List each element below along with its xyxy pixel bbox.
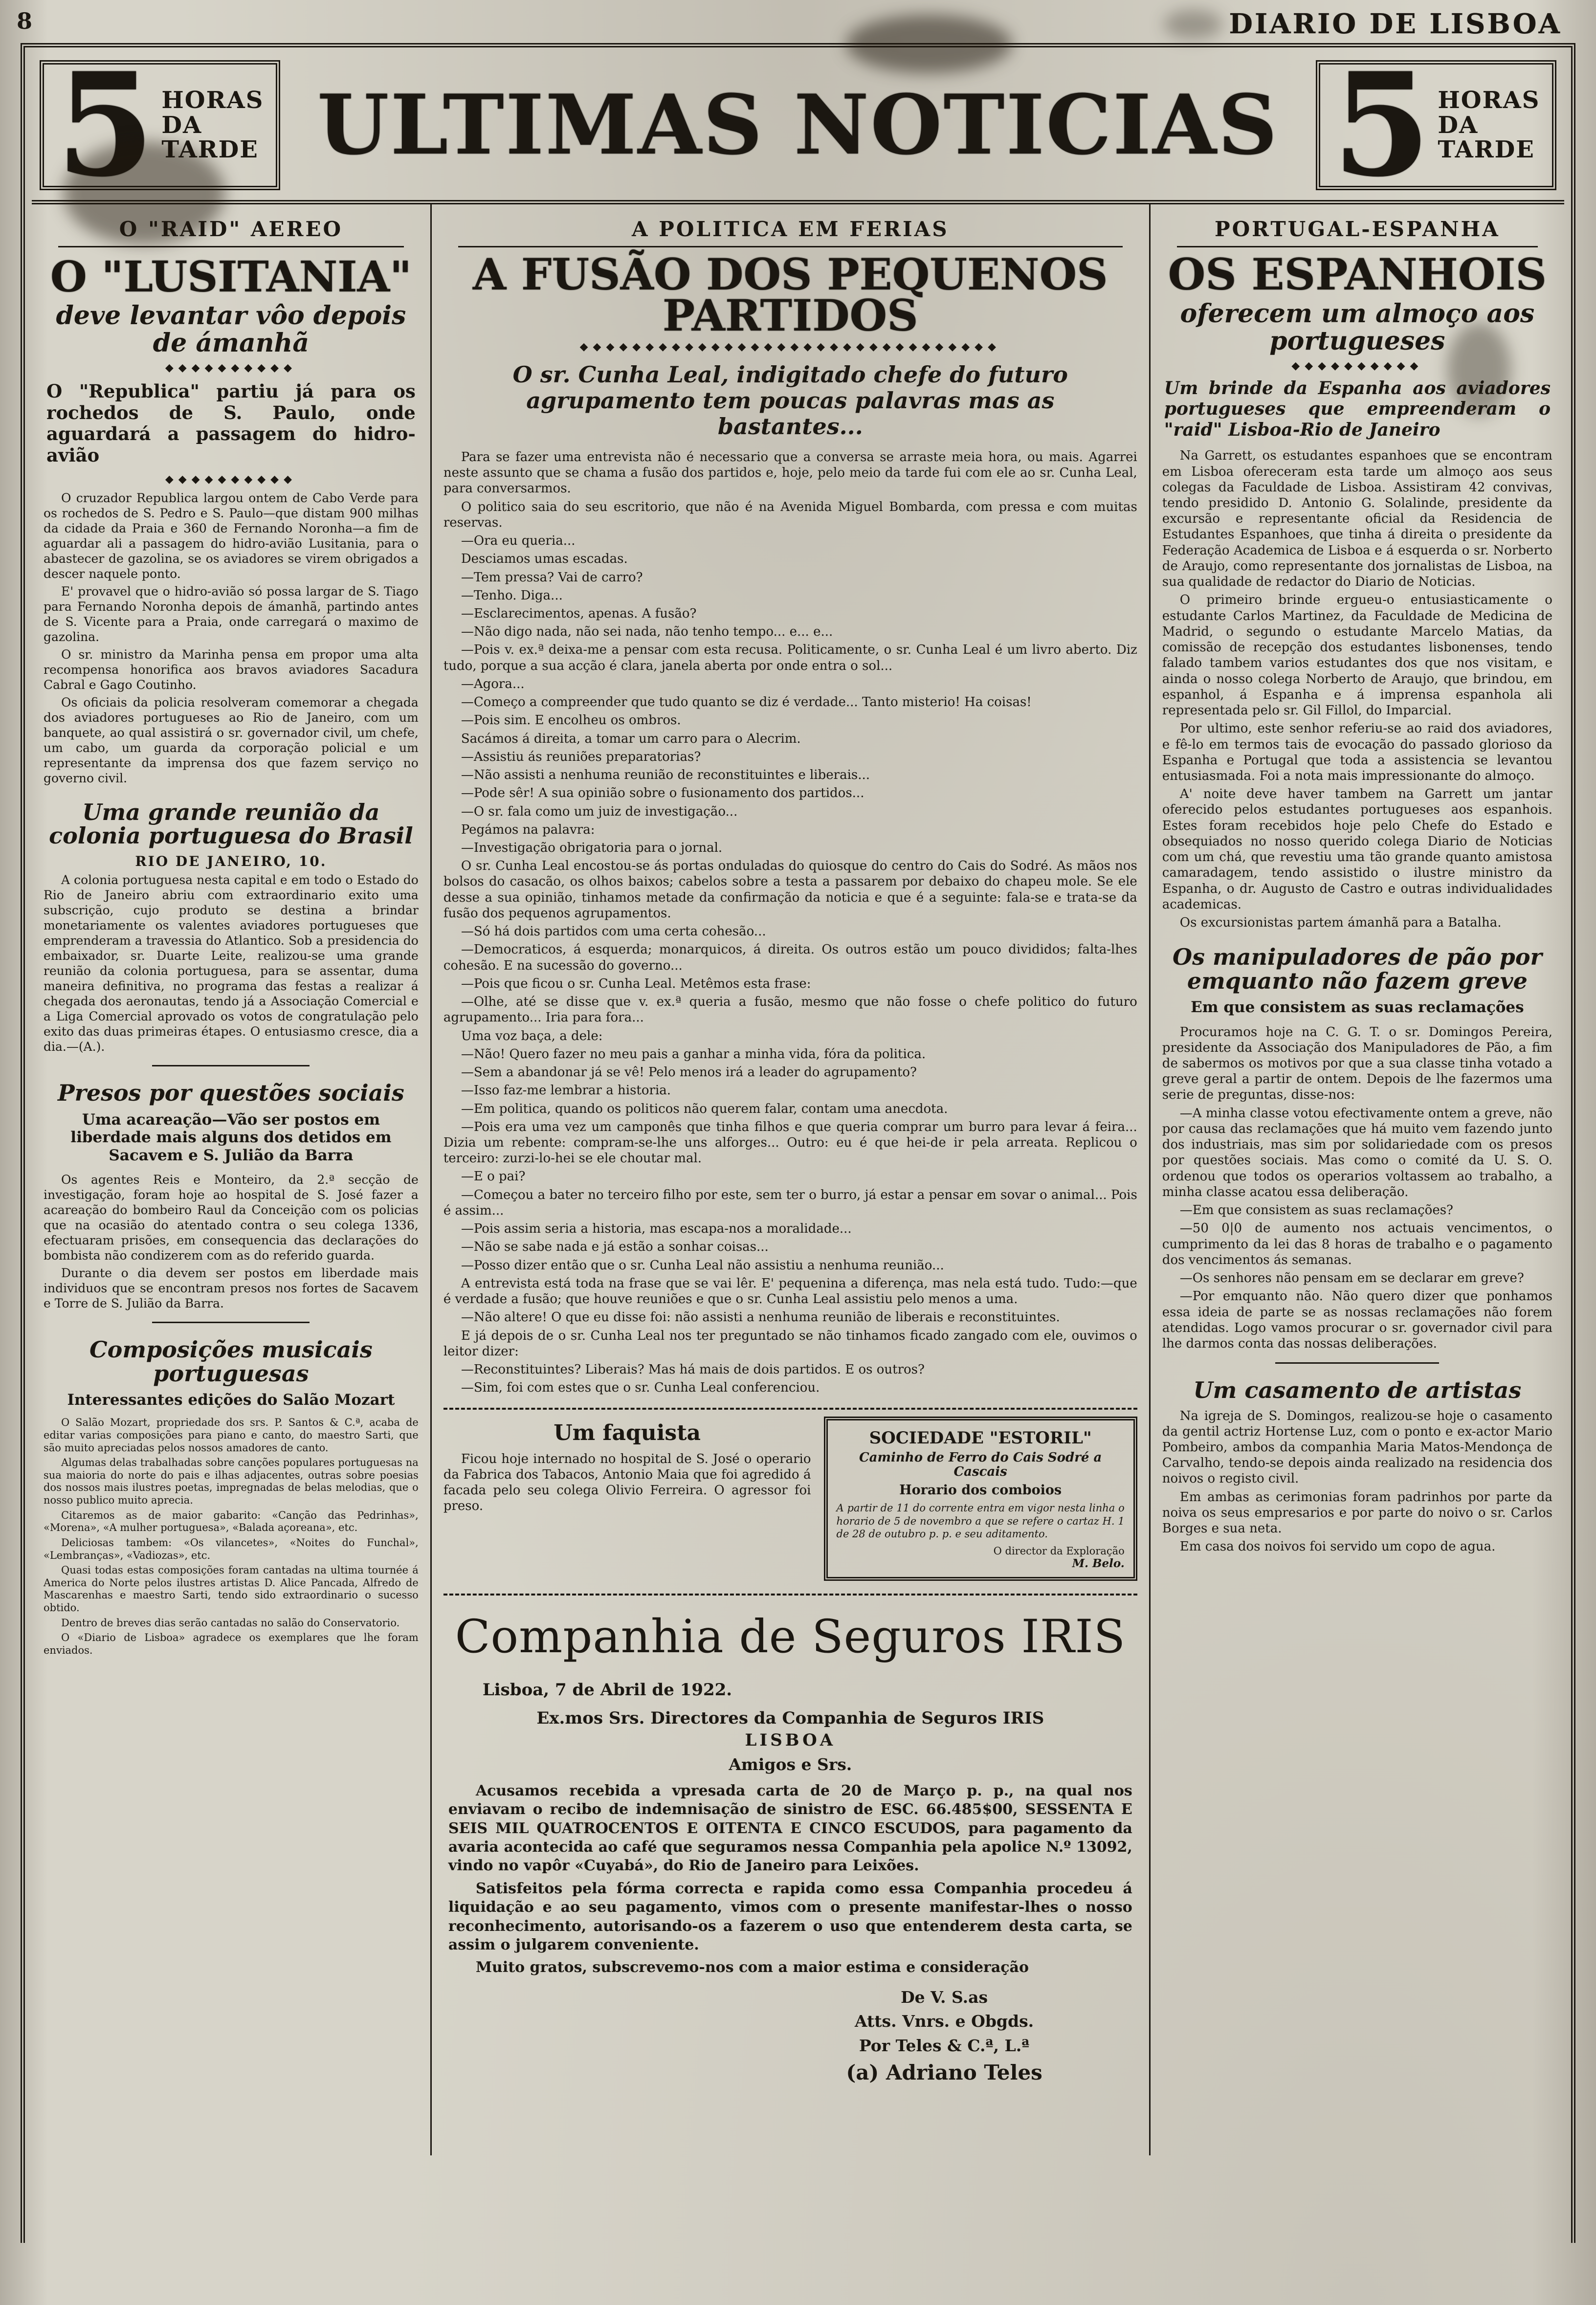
paragraph: Em casa dos noivos foi servido um copo de agua.: [1179, 1539, 1496, 1554]
paragraph: —Tem pressa? Vai de carro?: [461, 570, 643, 585]
badge-digit: 5: [56, 43, 155, 208]
paragraph: Uma voz baça, a dele:: [461, 1028, 603, 1043]
paragraph: —Em politica, quando os politicos não querem falar, contam uma anecdota.: [461, 1101, 948, 1116]
paragraph: Citaremos as de maior gabarito: «Canção das Pedrinhas», «Morena», «A mulher portuguesa», «Balada açoreana», etc.: [44, 1509, 419, 1534]
section-title-casamento: Um casamento de artistas: [1193, 1377, 1522, 1404]
paragraph: —O sr. fala como um juiz de investigação...: [461, 804, 738, 819]
divider-rule: [1275, 1362, 1439, 1364]
paragraph: Deliciosas tambem: «Os vilancetes», «Noites do Funchal», «Lembranças», «Vadiozas», etc.: [44, 1536, 419, 1561]
paragraph: Muito gratos, subscrevemo-nos com a maior estima e consideração: [475, 1959, 1029, 1976]
estoril-title: SOCIEDADE "ESTORIL": [869, 1428, 1092, 1448]
iris-closing: [756, 1985, 1132, 2058]
paragraph: O «Diario de Lisboa» agradece os exemplares que lhe foram enviados.: [44, 1632, 419, 1656]
paragraph: Na igreja de S. Domingos, realizou-se hoje o casamento da gentil actriz Hortense Luz, com o ponto e ex-actor Mario Pombeiro, ambos da companhia Maria Matos-Mendonça de Carvalho, tendo-se depois ainda realizado na residencia dos noivos o registo civil.: [1162, 1408, 1552, 1486]
newspaper-masthead: DIARIO DE LISBOA: [1229, 8, 1562, 40]
iris-closing-line: De V. S.as: [901, 1987, 988, 2007]
iris-letter-body: [448, 1782, 1132, 1977]
article-body-lusitania: [44, 490, 419, 786]
ornament-row: ◆◆◆◆◆◆◆◆◆◆: [165, 362, 297, 374]
paragraph: Algumas delas trabalhadas sobre canções populares portuguesas na sua maioria do norte do pais e ilhas adjacentes, outras sobre poesias dos nossos mais ilustres poetas, impregnadas de belas melodias, que o nosso publico muito aprecia.: [44, 1457, 419, 1507]
estoril-subtitle: Caminho de Ferro do Cais Sodré a Cascais: [859, 1450, 1102, 1480]
subhead-espanhois: oferecem um almoço aos portugueses: [1180, 298, 1535, 356]
paragraph: Procuramos hoje na C. G. T. o sr. Domingos Pereira, presidente da Associação dos Manipuladores de Pão, a fim de sabermos os motivos por que a sua classe tinha votado a greve geral a partir de ontem. Depois de lhe fazermos uma serie de preguntas, disse-nos:: [1162, 1024, 1552, 1103]
paragraph: —Não se sabe nada e já estão a sonhar coisas...: [461, 1240, 769, 1255]
paragraph: —Sim, foi com estes que o sr. Cunha Leal conferenciou.: [461, 1380, 820, 1396]
paragraph: Para se fazer uma entrevista não é necessario que a conversa se arraste meia hora, ou mais. Agarrei neste assunto que se chama a fusão dos partidos e, hoje, pelo meio da tarde fui com ele ao sr. Cunha Leal, para conversarmos.: [443, 449, 1137, 496]
middle-column: [430, 204, 1151, 2155]
article-lede-brinde: Um brinde da Espanha aos aviadores portugueses que empreenderam o "raid" Lisboa-Rio de Janeiro: [1164, 377, 1551, 440]
paragraph: —50 0|0 de aumento nos actuais vencimentos, o cumprimento da lei das 8 horas de trabalho e o pagamento dos vencimentos ás semanas.: [1162, 1221, 1552, 1267]
page-header: [0, 0, 1596, 43]
paragraph: Satisfeitos pela fórma correcta e rapida como essa Companhia procedeu á liquidação e ao seu pagamento, vimos com o presente manifestar-lhes o nosso reconhecimento, autorisando-os a fazerem o uso que entenderem desta carta, se assim o julgarem conveniente.: [448, 1880, 1132, 1953]
paragraph: O cruzador Republica largou ontem de Cabo Verde para os rochedos de S. Pedro e S. Paulo—que distam 900 milhas da cidade da Praia e 360 de Fernando Noronha—a fim de aguardar ali a passagem do hidro-avião Lusitania, para o abastecer de gazolina, se os aviadores se virem obrigados a descer naquele ponto.: [44, 490, 419, 581]
article-body-espanhois: [1162, 448, 1552, 931]
page-number: 8: [17, 8, 33, 34]
paragraph: —Não altere! O que eu disse foi: não assisti a nenhuma reunião de liberais e reconstituintes.: [461, 1310, 1060, 1325]
section-title-musicais: Composições musicais portuguesas: [89, 1336, 373, 1387]
paragraph: —Olhe, até se disse que v. ex.ª queria a fusão, mesmo que não fosse o chefe politico do futuro agrupamento... Iria para fora...: [443, 995, 1137, 1025]
estoril-heading: Horario dos comboios: [899, 1483, 1062, 1498]
iris-closing-line: Atts. Vnrs. e Obgds.: [855, 2012, 1034, 2031]
right-time-badge: [1316, 43, 1556, 208]
paragraph: —Esclarecimentos, apenas. A fusão?: [461, 606, 697, 621]
left-time-badge: [40, 43, 280, 208]
paragraph: —Começou a bater no terceiro filho por este, sem ter o burro, já estar a pensar em sovar o animal... Pois é assim...: [443, 1187, 1137, 1218]
iris-signature: (a) Adriano Teles: [846, 2061, 1042, 2085]
iris-date: Lisboa, 7 de Abril de 1922.: [482, 1680, 732, 1700]
article-lede: O "Republica" partiu já para os rochedos de S. Paulo, onde aguardará a passagem do hidro-avião: [46, 380, 416, 466]
paragraph: —Pode sêr! A sua opinião sobre o fusionamento dos partidos...: [461, 786, 864, 801]
paragraph: Desciamos umas escadas.: [461, 552, 628, 567]
paragraph: —Posso dizer então que o sr. Cunha Leal não assistiu a nenhuma reunião...: [461, 1258, 944, 1273]
section-subhead-musicais: Interessantes edições do Salão Mozart: [67, 1391, 395, 1409]
kicker-portugal-espanha: PORTUGAL-ESPANHA: [1177, 213, 1538, 247]
paragraph: O politico saia do seu escritorio, que não é na Avenida Miguel Bombarda, com pressa e com muitas reservas.: [443, 499, 1137, 530]
right-column: [1151, 204, 1564, 2155]
mid-bottom-row: [443, 1408, 1137, 1581]
estoril-signoff-role: O director da Exploração: [993, 1545, 1125, 1557]
paragraph: O primeiro brinde ergueu-o entusiasticamente o estudante Carlos Martinez, da Faculdade de Medicina de Madrid, o segundo o estudante Marcelo Matias, da comissão de recepção dos estudantes lisbonenses, tendo falado tambem varios estudantes dos que nos visitam, e ainda o nosso colega Norberto de Araujo, que brindou, em espanhol, á Espanha e á imprensa espanhola ali representada pelo sr. Gil Fillol, do Imparcial.: [1162, 593, 1552, 718]
left-column: [32, 204, 430, 2155]
paragraph: —Pois que ficou o sr. Cunha Leal. Metêmos esta frase:: [461, 976, 811, 991]
iris-salutation: Amigos e Srs.: [729, 1754, 852, 1774]
paragraph: Dentro de breves dias serão cantadas no salão do Conservatorio.: [61, 1617, 400, 1629]
paragraph: Ficou hoje internado no hospital de S. José o operario da Fabrica dos Tabacos, Antonio Maia que foi agredido á facada pelo seu colega Olivio Ferreira. O agressor foi preso.: [443, 1451, 811, 1514]
iris-city: LISBOA: [745, 1730, 836, 1750]
badge-caption-line: TARDE: [161, 136, 259, 164]
paragraph: —Começo a compreender que tudo quanto se diz é verdade... Tanto misterio! Ha coisas!: [461, 695, 1032, 710]
paragraph: —Por emquanto não. Não quero dizer que ponhamos essa ideia de parte se as nossas reclamações não forem atendidas. Logo vamos procurar o sr. governador civil para lhe darmos conta das nossas deliberações.: [1162, 1289, 1552, 1351]
paragraph: —Pois era uma vez um camponês que tinha filhos e que queria comprar um burro para levar á feira... Dizia um rebente: compram-se-lhe uns alforges... Outro: eu é que hei-de ir pela arreata. Replicou o terceiro: zurzi-lo-hei se ele choutar mal.: [443, 1119, 1137, 1166]
iris-closing-line: Por Teles & C.ª, L.ª: [859, 2036, 1030, 2055]
divider-rule: [152, 1322, 310, 1323]
iris-title: Companhia de Seguros IRIS: [455, 1610, 1126, 1664]
paragraph: —Pois v. ex.ª deixa-me a pensar com esta recusa. Politicamente, o sr. Cunha Leal é um livro aberto. Diz tudo, porque a sua acção é clara, janela aberta por onde entra o sol...: [443, 643, 1137, 673]
article-faquista: [443, 1417, 811, 1581]
article-body-musicais: [44, 1417, 419, 1657]
paragraph: Os excursionistas partem ámanhã para a Batalha.: [1179, 915, 1502, 931]
banner: [32, 43, 1564, 208]
paragraph: —Não assisti a nenhuma reunião de reconstituintes e liberais...: [461, 768, 870, 783]
paragraph: —Pois sim. E encolheu os ombros.: [461, 713, 681, 728]
paragraph: —Ora eu queria...: [461, 533, 576, 549]
section-title-presos: Presos por questões sociais: [58, 1080, 404, 1107]
badge-caption-line: TARDE: [1438, 136, 1535, 164]
iris-addressee: Ex.mos Srs. Directores da Companhia de Seguros IRIS: [536, 1708, 1044, 1729]
kicker-politica-ferias: A POLITICA EM FERIAS: [458, 213, 1123, 247]
estoril-signoff-name: M. Belo.: [1072, 1557, 1125, 1571]
headline-fusao-partidos: A FUSÃO DOS PEQUENOS PARTIDOS: [472, 249, 1108, 341]
section-subhead-manipuladores: Em que consistem as suas reclamações: [1191, 998, 1524, 1016]
badge-digit: 5: [1332, 43, 1431, 208]
headline-espanhois: OS ESPANHOIS: [1168, 249, 1547, 300]
paragraph: A' noite deve haver tambem na Garrett um jantar oferecido pelos estudantes portugueses aos espanhois. Estes foram recebidos hoje pelo Chefe do Estado e obsequiados no nosso querido colega Diario de Noticias com um chá, que revestiu uma tão grande quanto amistosa camaradagem, tendo assistido o ilustre ministro da Espanha, o dr. Augusto de Castro e outras individualidades academicas.: [1162, 787, 1552, 912]
article-body-casamento: [1162, 1408, 1552, 1555]
ornament-row: ◆◆◆◆◆◆◆◆◆◆◆◆◆◆◆◆◆◆◆◆◆◆◆◆◆◆◆◆◆◆◆◆: [579, 341, 1001, 354]
banner-title: ULTIMAS NOTICIAS: [317, 76, 1279, 174]
paragraph: Quasi todas estas composições foram cantadas na ultima tournée á America do Norte pelos ilustres artistas D. Alice Pancada, Alfredo de Mascarenhas e maestro Sarti, tendo sido extraordinario o sucesso obtido.: [44, 1564, 419, 1614]
estoril-body: A partir de 11 do corrente entra em vigor nesta linha o horario de 5 de novembro a que se refere o cartaz H. 1 de 28 de outubro p. p. e seu aditamento.: [836, 1502, 1125, 1540]
paragraph: O sr. Cunha Leal encostou-se ás portas onduladas do quiosque do centro do Cais do Sodré. As mãos nos bolsos do casacão, os olhos baixos; cabelos sobre a testa a passarem por debaixo do chapeu mole. Se ele desse a sua opinião, tinhamos metade da confirmação da noticia e que é a seguinte: fala-se e trata-se da fusão dos pequenos agrupamentos.: [443, 859, 1137, 921]
paragraph: —Tenho. Diga...: [461, 588, 563, 603]
estoril-ad: [824, 1417, 1137, 1581]
paragraph: —Isso faz-me lembrar a historia.: [461, 1083, 671, 1098]
badge-caption: [1438, 88, 1540, 162]
paragraph: Acusamos recebida a vpresada carta de 20 de Março p. p., na qual nos enviavam o recibo de indemnisação de sinistro de ESC. 66.485$00, SESSENTA E SEIS MIL QUATROCENTOS E OITENTA E CINCO ESCUDOS, para pagamento da avaria acontecida ao café que seguramos nessa Companhia pela apolice N.º 13092, vindo no vapôr «Cuyabá», do Rio de Janeiro para Leixões.: [448, 1782, 1132, 1875]
columns: [32, 204, 1564, 2155]
paragraph: Na Garrett, os estudantes espanhoes que se encontram em Lisboa ofereceram esta tarde um almoço aos seus colegas da Faculdade de Lisboa. Assistiram 42 convivas, tendo presidido D. Antonio G. Solalinde, presidente da excursão e representante oficial da Residencia de Estudantes Espanhoes, que tinha á direita o presidente da Federação Academica de Lisboa e á esquerda o sr. Norberto de Araujo, como representante dos jornalistas de Lisboa, na sua qualidade de redactor do Diario de Noticias.: [1162, 448, 1552, 590]
badge-caption-line: DA: [161, 111, 202, 139]
paragraph: —Assistiu ás reuniões preparatorias?: [461, 749, 701, 764]
article-body-presos: [44, 1172, 419, 1311]
paragraph: —Não! Quero fazer no meu pais a ganhar a minha vida, fóra da politica.: [461, 1046, 926, 1062]
ornament-row: ◆◆◆◆◆◆◆◆◆◆: [1291, 359, 1423, 372]
paragraph: E' provavel que o hidro-avião só possa largar de S. Tiago para Fernando Noronha depois de ámanhã, partindo antes de S. Vicente para a Praia, onde carregará o maximo de gazolina.: [44, 584, 419, 644]
section-title-manipuladores: Os manipuladores de pão por emquanto não fazem greve: [1173, 944, 1542, 994]
ornament-row: ◆◆◆◆◆◆◆◆◆◆: [165, 473, 297, 486]
paragraph: E já depois de o sr. Cunha Leal nos ter preguntado se não tinhamos ficado zangado com ele, ouvimos o leitor dizer:: [443, 1328, 1137, 1359]
paragraph: —Sem a abandonar já se vê! Pelo menos irá a leader do agrupamento?: [461, 1065, 917, 1080]
paragraph: —Não digo nada, não sei nada, não tenho tempo... e... e...: [461, 624, 833, 640]
paragraph: Os agentes Reis e Monteiro, da 2.ª secção de investigação, foram hoje ao hospital de S. José fazer a acareação do bombeiro Raul da Conceição com os policias que na ocasião do atentado contra o seu colega 1336, efectuaram prisões, em consequencia das declarações do bombista não condizerem com as do referido guarda.: [44, 1173, 419, 1263]
subhead-lusitania: deve levantar vôo depois de ámanhã: [56, 300, 406, 358]
paragraph: A entrevista está toda na frase que se vai lêr. E' pequenina a diferença, mas nela está tudo. Tudo:—que é verdade a fusão; que houve reuniões e que o sr. Cunha Leal assistiu pelo menos a uma.: [443, 1276, 1137, 1307]
paragraph: —Pois assim seria a historia, mas escapa-nos a moralidade...: [461, 1221, 852, 1237]
paragraph: A colonia portuguesa nesta capital e em todo o Estado do Rio de Janeiro abriu com extraordinario exito uma subscrição, cujo produto se destina a brindar monetariamente os valentes aviadores portugueses que emprenderam a travessia do Atlantico. Sob a presidencia do embaixador, sr. Duarte Leite, realizou-se uma grande reunião da colonia portuguesa, para se assentar, duma maneira definitiva, no programa das festas a realizar á chegada dos aeronautas, tendo já a Associação Comercial e a Liga Comercial aprovado os votos de congratulação pelo exito das duas primeiras étapes. O entusiasmo cresce, dia a dia.—(A.).: [44, 873, 419, 1054]
paragraph: Em ambas as cerimonias foram padrinhos por parte da noiva os seus empresarios e por parte do noivo o sr. Carlos Borges e sua neta.: [1162, 1489, 1552, 1536]
section-title-colonia: Uma grande reunião da colonia portuguesa do Brasil: [49, 798, 413, 849]
headline-lusitania: O "LUSITANIA": [50, 252, 412, 302]
article-body-interview: [443, 449, 1137, 1396]
article-body-colonia: [44, 872, 419, 1054]
paragraph: Por ultimo, este senhor referiu-se ao raid dos aviadores, e fê-lo em termos tais de evocação do passado glorioso da Espanha e Portugal que toda a assistencia se levantou entusiasmada. Foi a nota mais impressionante do almoço.: [1162, 721, 1552, 783]
paragraph: Durante o dia devem ser postos em liberdade mais individuos que se encontram presos nos fortes de Sacavem e Torre de S. Julião da Barra.: [44, 1266, 419, 1311]
badge-caption: [161, 88, 264, 162]
subhead-cunha-leal: O sr. Cunha Leal, indigitado chefe do futuro agrupamento tem poucas palavras mas as bastantes...: [512, 361, 1068, 440]
article-body-manipuladores: [1162, 1024, 1552, 1352]
paragraph: —Agora...: [461, 676, 525, 691]
article-body-faquista: [443, 1451, 811, 1514]
paragraph: —Investigação obrigatoria para o jornal.: [461, 841, 723, 856]
paragraph: —Os senhores não pensam em se declarar em greve?: [1179, 1271, 1524, 1286]
paragraph: O Salão Mozart, propriedade dos srs. P. Santos & C.ª, acaba de editar varias composições para piano e canto, do maestro Sarti, que são muito apreciadas pelos nossos amadores de canto.: [44, 1417, 419, 1454]
paragraph: —E o pai?: [461, 1169, 526, 1184]
badge-caption-line: HORAS: [1438, 87, 1540, 114]
dateline-rio: RIO DE JANEIRO, 10.: [135, 853, 327, 870]
paragraph: —Em que consistem as suas reclamações?: [1179, 1203, 1453, 1218]
section-subhead-presos: Uma acareação—Vão ser postos em liberdade mais alguns dos detidos em Sacavem e S. Julião da Barra: [70, 1110, 392, 1164]
kicker-raid-aereo: O "RAID" AEREO: [58, 213, 404, 247]
paragraph: O sr. ministro da Marinha pensa em propor uma alta recompensa honorifica aos bravos aviadores Sacadura Cabral e Gago Coutinho.: [44, 647, 419, 692]
paragraph: Sacámos á direita, a tomar um carro para o Alecrim.: [461, 731, 801, 746]
section-title-faquista: Um faquista: [554, 1420, 701, 1445]
badge-caption-line: HORAS: [161, 87, 264, 114]
paragraph: —Reconstituintes? Liberais? Mas há mais de dois partidos. E os outros?: [461, 1362, 925, 1377]
content-frame: [21, 43, 1575, 2243]
paragraph: —Democraticos, á esquerda; monarquicos, á direita. Os outros estão um pouco divididos; falta-lhes cohesão. E na sucessão do governo...: [443, 942, 1137, 973]
badge-caption-line: DA: [1438, 111, 1479, 139]
paragraph: Pegámos na palavra:: [461, 822, 595, 837]
iris-ad: [443, 1594, 1137, 2089]
paragraph: Os oficiais da policia resolveram comemorar a chegada dos aviadores portugueses ao Rio de Janeiro, com um banquete, ao qual assistirá o sr. governador civil, um chefe, um cabo, um guarda da corporação policial e um representante da imprensa dos que fazem serviço no governo civil.: [44, 695, 419, 785]
paragraph: —A minha classe votou efectivamente ontem a greve, não por causa das reclamações que há muito vem fazendo junto dos industriais, mas sim por solidariedade com os presos por questões sociais. Mas como o comité da U. S. O. ordenou que todos os operarios voltassem ao trabalho, a minha classe acatou essa deliberação.: [1162, 1106, 1552, 1199]
paragraph: —Só há dois partidos com uma certa cohesão...: [461, 924, 766, 939]
divider-rule: [152, 1065, 310, 1066]
